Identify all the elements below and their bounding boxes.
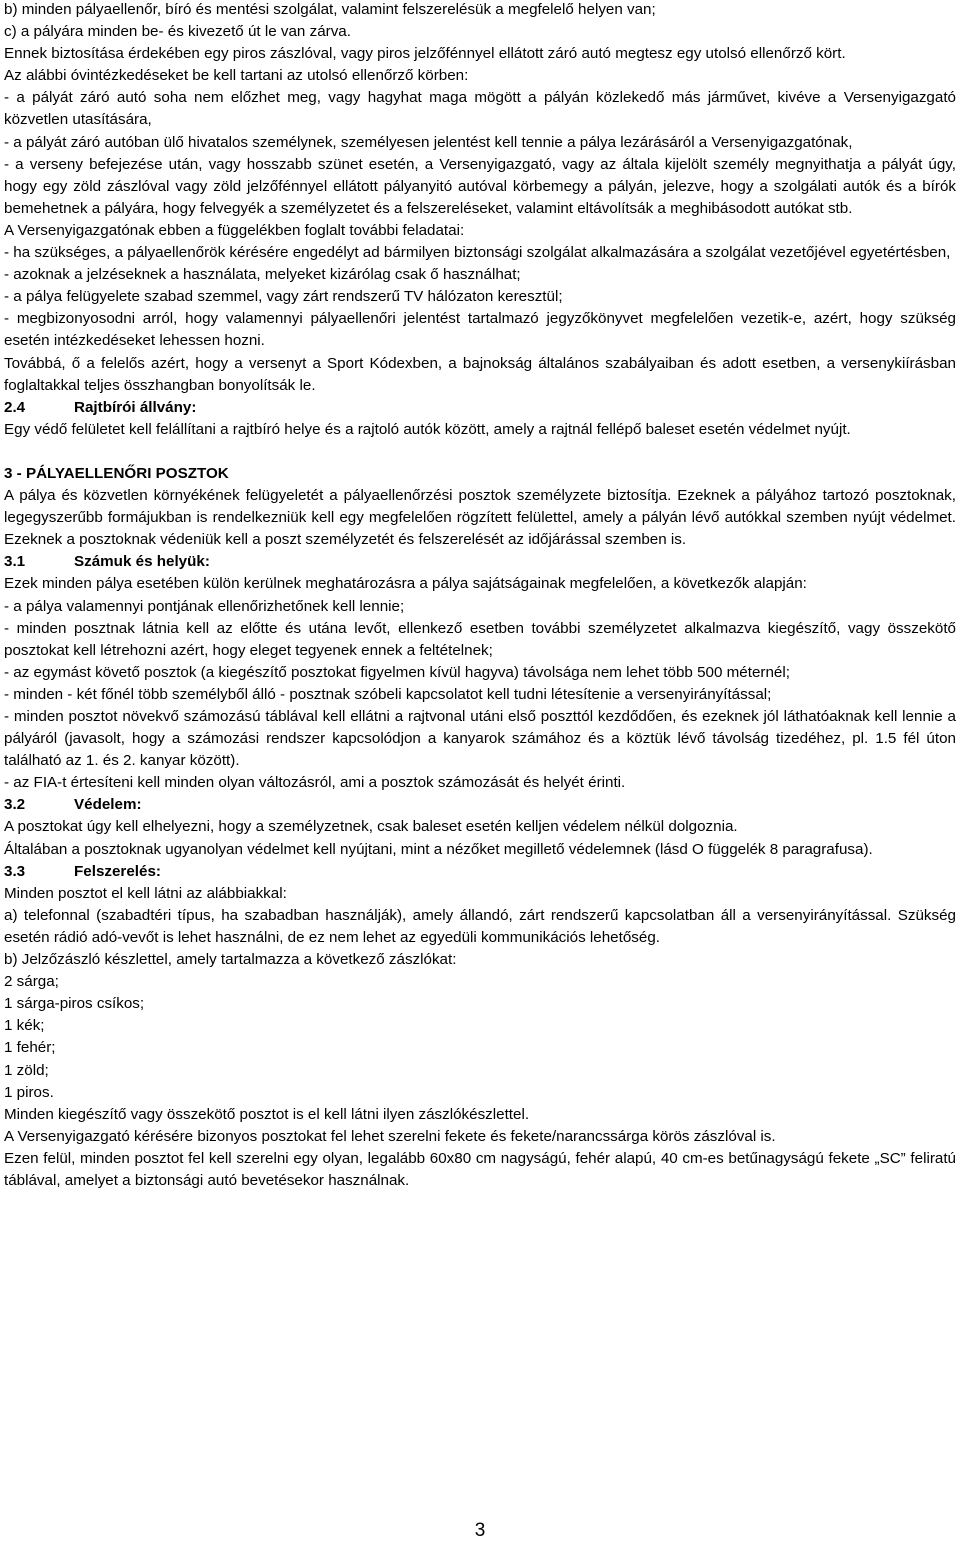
section-title: Rajtbírói állvány: <box>74 398 197 416</box>
paragraph: - azoknak a jelzéseknek a használata, melyeket kizárólag csak ő használhat; <box>4 266 521 284</box>
section-title: Védelem: <box>74 796 142 814</box>
section-3-1 <box>4 551 956 794</box>
paragraph: - minden posztnak látnia kell az előtte és utána levőt, ellenkező esetben további személyzetet alkalmazva kiegészítő, vagy összekötő posztokat kell létrehozni azért, hogy eleget tegyenek ennek a feltételnek; <box>4 619 956 659</box>
section-2-4 <box>4 397 956 441</box>
flag-list-item: 1 sárga-piros csíkos; <box>4 995 145 1013</box>
section-heading: 3 - PÁLYAELLENŐRI POSZTOK <box>4 464 229 482</box>
paragraph: Továbbá, ő a felelős azért, hogy a versenyt a Sport Kódexben, a bajnokság általános szabályaiban és adott esetben, a versenykiírásban foglaltakkal teljes összhangban bonyolítsák le. <box>4 354 956 394</box>
paragraph: A pálya és közvetlen környékének felügyeletét a pályaellenőrzési posztok személyzete biztosítja. Ezeknek a pályához tartozó posztoknak, legegyszerűbb formájukban is rendelkezniük kell egy megfelelően rögzített felülettel, amely a pályán lévő autókkal szemben nyújt védelmet. Ezeknek a posztoknak védeniük kell a poszt személyzetét és felszerelését az időjárással szemben is. <box>4 487 956 549</box>
paragraph: c) a pályára minden be- és kivezető út le van zárva. <box>4 23 351 41</box>
paragraph: Általában a posztoknak ugyanolyan védelmet kell nyújtani, mint a nézőket megillető védelemnek (lásd O függelék 8 paragrafusa). <box>4 840 873 858</box>
paragraph: - a verseny befejezése után, vagy hosszabb szünet esetén, a Versenyigazgató, vagy az általa kijelölt személy megnyithatja a pályát úgy, hogy egy zöld zászlóval vagy zöld jelzőfénnyel ellátott pályanyitó autóval körbemegy a pályán, jelezve, hogy a szolgálati autók és a bírók bemehetnek a pályára, hogy felvegyék a személyzetet és a felszereléseket, valamint eltávolítsák a meghibásodott autókat stb. <box>4 155 956 217</box>
section-3 <box>4 463 956 551</box>
section-number: 2.4 <box>4 398 26 416</box>
document-body <box>4 0 956 1192</box>
paragraph: - minden posztot növekvő számozású táblával kell ellátni a rajtvonal utáni első poszttól kezdődően, és ezeknek jól láthatóaknak kell lennie a pályáról (javasolt, hogy a számozási rendszer kapcsolódjon a kanyarok számához és a köztük lévő távolság tizedéhez, pl. 1.5 fél úton található az 1. és 2. kanyar között). <box>4 708 956 770</box>
paragraph: - a pálya valamennyi pontjának ellenőrizhetőnek kell lennie; <box>4 597 405 615</box>
flag-list-item: 1 zöld; <box>4 1061 49 1079</box>
paragraph: b) minden pályaellenőr, bíró és mentési szolgálat, valamint felszerelésük a megfelelő helyen van; <box>4 1 656 18</box>
paragraph: - ha szükséges, a pályaellenőrök kérésére engedélyt ad bármilyen biztonsági szolgálat alkalmazására a szolgálat vezetőjével egyetértésben, <box>4 244 951 262</box>
paragraph: - a pálya felügyelete szabad szemmel, vagy zárt rendszerű TV hálózaton keresztül; <box>4 288 563 306</box>
section-heading <box>4 794 956 816</box>
paragraph: A posztokat úgy kell elhelyezni, hogy a személyzetnek, csak baleset esetén kelljen védelem nélkül dolgoznia. <box>4 818 738 836</box>
blank-line <box>4 441 956 463</box>
paragraph: - az FIA-t értesíteni kell minden olyan változásról, ami a posztok számozását és helyét érinti. <box>4 774 626 792</box>
section-heading <box>4 397 956 419</box>
flag-list-item: 1 kék; <box>4 1017 45 1035</box>
section-heading <box>4 551 956 573</box>
page-number: 3 <box>474 1520 486 1541</box>
paragraph: A Versenyigazgató kérésére bizonyos posztokat fel lehet szerelni fekete és fekete/narancssárga körös zászlóval is. <box>4 1127 776 1145</box>
flag-list-item: 1 fehér; <box>4 1039 56 1057</box>
section-number: 3.3 <box>4 862 26 880</box>
section-heading <box>4 861 956 883</box>
paragraph: Minden posztot el kell látni az alábbiakkal: <box>4 884 287 902</box>
paragraph: - a pályát záró autóban ülő hivatalos személynek, személyesen jelentést kell tennie a pálya lezárásáról a Versenyigazgatónak, <box>4 133 853 151</box>
section-number: 3.2 <box>4 796 26 814</box>
flag-list-item: 1 piros. <box>4 1083 54 1101</box>
paragraph: b) Jelzőzászló készlettel, amely tartalmazza a következő zászlókat: <box>4 951 457 969</box>
paragraph: Az alábbi óvintézkedéseket be kell tartani az utolsó ellenőrző körben: <box>4 67 469 85</box>
section-3-2 <box>4 794 956 860</box>
paragraph: - megbizonyosodni arról, hogy valamennyi pályaellenőri jelentést tartalmazó jegyzőkönyvet megfelelően vezetik-e, azért, hogy szükség esetén intézkedéseket lehessen hozni. <box>4 310 956 350</box>
paragraph: a) telefonnal (szabadtéri típus, ha szabadban használják), amely állandó, zárt rendszerű kapcsolatban áll a versenyirányítással. Szükség esetén rádió adó-vevőt is lehet használni, de ez nem lehet az egyedüli kommunikációs lehetőség. <box>4 906 956 946</box>
paragraph: Ezek minden pálya esetében külön kerülnek meghatározásra a pálya sajátságainak megfelelően, a következők alapján: <box>4 575 807 593</box>
paragraph: Ennek biztosítása érdekében egy piros zászlóval, vagy piros jelzőfénnyel ellátott záró autó megtesz egy utolsó ellenőrző kört. <box>4 45 846 63</box>
section-3-3 <box>4 861 956 1192</box>
paragraph: - az egymást követő posztok (a kiegészítő posztokat figyelmen kívül hagyva) távolsága nem lehet több 500 méternél; <box>4 663 790 681</box>
section-number: 3.1 <box>4 553 26 571</box>
flag-list-item: 2 sárga; <box>4 973 59 991</box>
section-title: Számuk és helyük: <box>74 553 210 571</box>
paragraph: A Versenyigazgatónak ebben a függelékben foglalt további feladatai: <box>4 221 465 239</box>
paragraph: - a pályát záró autó soha nem előzhet meg, vagy hagyhat maga mögött a pályán közlekedő más járművet, kivéve a Versenyigazgató közvetlen utasítására, <box>4 89 956 129</box>
paragraph: Egy védő felületet kell felállítani a rajtbíró helye és a rajtoló autók között, amely a rajtnál fellépő baleset esetén védelmet nyújt. <box>4 420 851 438</box>
section-title: Felszerelés: <box>74 862 161 880</box>
paragraph: Minden kiegészítő vagy összekötő posztot is el kell látni ilyen zászlókészlettel. <box>4 1105 530 1123</box>
paragraph: Ezen felül, minden posztot fel kell szerelni egy olyan, legalább 60x80 cm nagyságú, fehér alapú, 40 cm-es betűnagyságú fekete „SC” feliratú táblával, amelyet a biztonsági autó bevetésekor használnak. <box>4 1149 956 1189</box>
intro-paragraphs <box>4 0 956 397</box>
paragraph: - minden - két főnél több személyből álló - posztnak szóbeli kapcsolatot kell tudni létesítenie a versenyirányítással; <box>4 685 772 703</box>
